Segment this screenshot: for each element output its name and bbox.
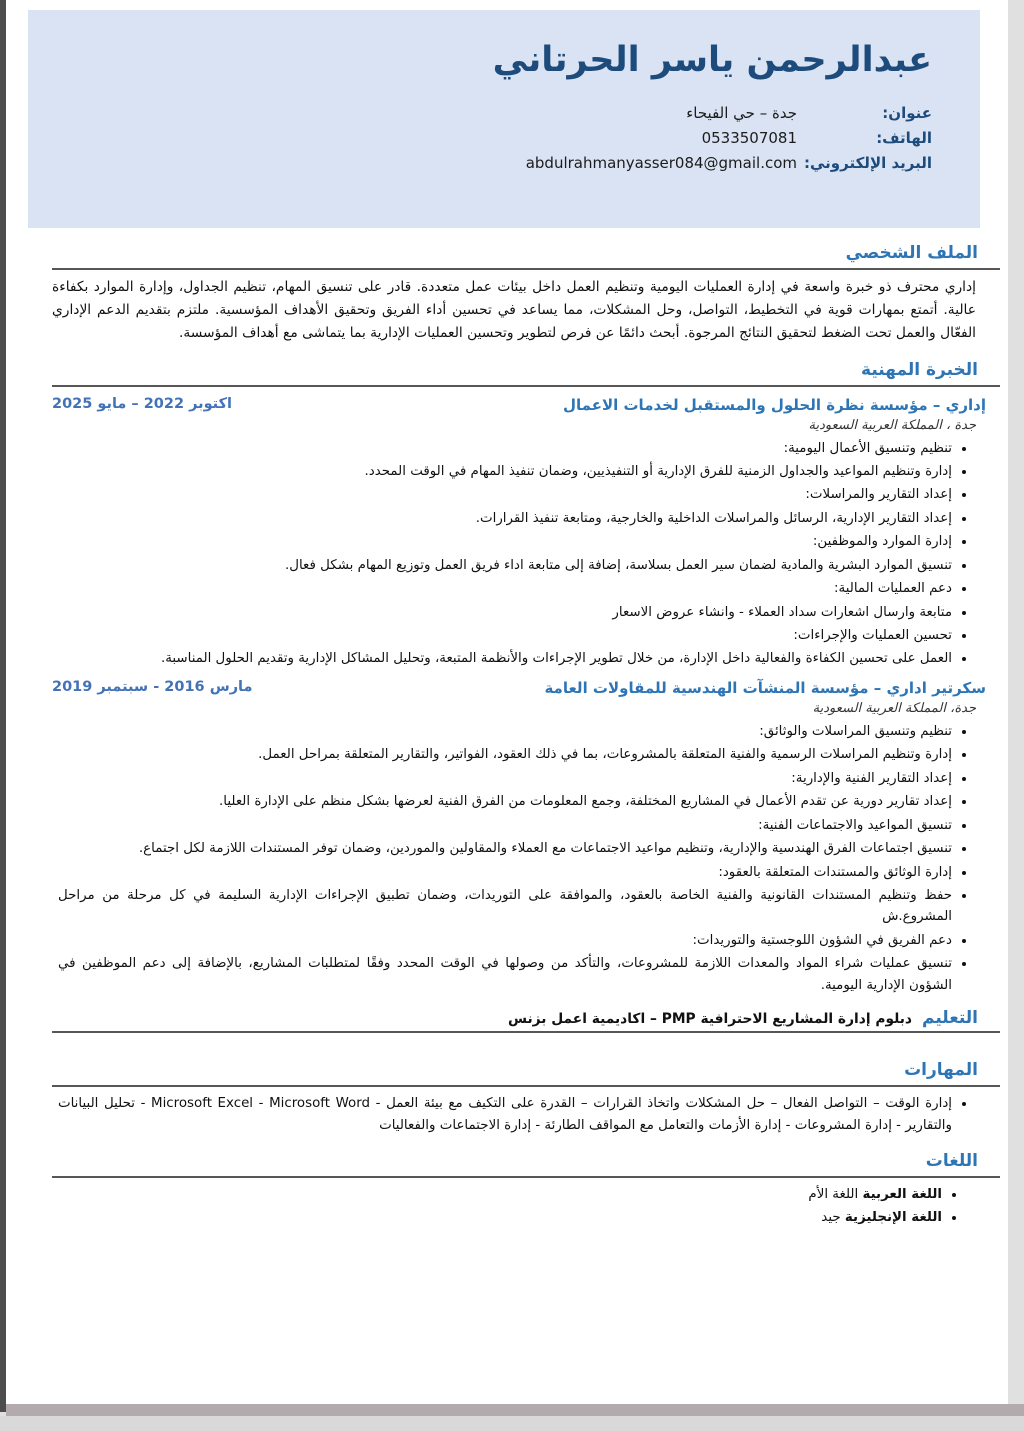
section-title-languages: اللغات [925, 1150, 978, 1171]
page-left-edge [0, 0, 6, 1412]
contact-row-address [68, 104, 932, 122]
divider [52, 1085, 1000, 1087]
job-bullet: • العمل على تحسين الكفاءة والفعالية داخل الإدارة، من خلال تطوير الإجراءات والأنظمة المتبعة، وتحليل المشاكل الإدارية وتقديم الحلول المناسبة. [52, 648, 952, 669]
job-bullet: • تنظيم وتنسيق الأعمال اليومية: [52, 438, 952, 459]
job-bullet-list [52, 721, 986, 996]
job-bullet: • إدارة الموارد والموظفين: [52, 531, 952, 552]
job-dates: اكتوبر 2022 – مايو 2025 [52, 395, 233, 412]
language-item [52, 1184, 942, 1205]
skills-list [52, 1093, 986, 1136]
job-bullet: • متابعة وارسال اشعارات سداد العملاء - وانشاء عروض الاسعار [52, 602, 952, 623]
job-bullet: • إدارة وتنظيم المواعيد والجداول الزمنية للفرق الإدارية أو التنفيذيين، وضمان تنفيذ المهام في الوقت المحدد. [52, 461, 952, 482]
job-bullet: • حفظ وتنظيم المستندات القانونية والفنية الخاصة بالعقود، والموافقة على التوريدات، وضمان تطبيق الإجراءات الإدارية السليمة في كل مرحلة من مراحل المشروع.ش [52, 885, 952, 928]
section-title-skills: المهارات [904, 1060, 978, 1081]
job-dates: مارس 2016 - سبتمبر 2019 [52, 678, 253, 695]
email-value: abdulrahmanyasser084@gmail.com [525, 153, 797, 172]
education-line [52, 1008, 978, 1028]
profile-paragraph: إداري محترف ذو خبرة واسعة في إدارة العمليات اليومية وتنظيم العمل داخل بيئات عمل متعددة. قادر على تنسيق المهام، تنظيم الجداول، وإدارة الموارد بكفاءة عالية. أتمتع بمهارات قوية في التخطيط، التواصل، وحل المشكلات، مما يساعد في تحسين أداء الفريق وتحقيق الأهداف المؤسسية. ملتزم بتقديم الدعم الإداري الفعّال والعمل تحت الضغط لتحقيق النتائج المرجوة. أبحث دائمًا عن فرص لتطوير وتحسين العمليات الإدارية بما يتماشى مع أهداف المؤسسة. [52, 278, 976, 341]
job-bullet: • إدارة الوثائق والمستندات المتعلقة بالعقود: [52, 862, 952, 883]
job-head [52, 395, 986, 416]
viewer-bottom-area [0, 1416, 1024, 1431]
header-block [28, 10, 980, 228]
job-bullet: • إعداد تقارير دورية عن تقدم الأعمال في المشاريع المختلفة، وجمع المعلومات من الفرق الفنية لعرضها بشكل منظم على الإدارة العليا. [52, 791, 952, 812]
phone-label: الهاتف: [876, 128, 932, 147]
resume-content [6, 242, 1008, 1229]
job-bullet: • تنظيم وتنسيق المراسلات والوثائق: [52, 721, 952, 742]
job-bullet: • إعداد التقارير الفنية والإدارية: [52, 768, 952, 789]
job-bullet: • تحسين العمليات والإجراءات: [52, 625, 952, 646]
divider [52, 1176, 1000, 1178]
job-bullet: • إعداد التقارير والمراسلات: [52, 484, 952, 505]
job-title: إداري – مؤسسة نظرة الحلول والمستقبل لخدمات الاعمال [563, 395, 986, 414]
contact-row-phone [68, 129, 932, 147]
job-bullet: • دعم العمليات المالية: [52, 578, 952, 599]
divider [52, 1031, 1000, 1033]
page-bottom-shadow [6, 1404, 1024, 1416]
job-entry-2 [52, 678, 986, 996]
section-title-profile: الملف الشخصي [845, 243, 978, 263]
language-name: اللغة الإنجليزية [844, 1210, 942, 1226]
job-bullet: • إدارة وتنظيم المراسلات الرسمية والفنية المتعلقة بالمشروعات، بما في ذلك العقود، الفواتير، والتقارير المتعلقة بمراحل العمل. [52, 744, 952, 765]
contact-info [68, 104, 932, 172]
person-name: عبدالرحمن ياسر الحرتاني [492, 40, 932, 80]
skills-bullet: • إدارة الوقت – التواصل الفعال – حل المشكلات واتخاذ القرارات – القدرة على التكيف مع بيئة العمل - Microsoft Excel - Microsoft Word - تحليل البيانات والتقارير - إدارة المشروعات - إدارة الأزمات والتعامل مع المواقف الطارئة - إدارة الاجتماعات والفعاليات [52, 1093, 952, 1136]
job-bullet: • تنسيق الموارد البشرية والمادية لضمان سير العمل بسلاسة، إضافة إلى متابعة اداء فريق العمل وتوزيع المهام بشكل فعال. [52, 555, 952, 576]
address-label: عنوان: [882, 103, 932, 122]
job-location: جدة ، المملكة العربية السعودية [808, 417, 976, 433]
job-bullet: • دعم الفريق في الشؤون اللوجستية والتوريدات: [52, 930, 952, 951]
language-name: اللغة العربية [862, 1186, 942, 1202]
job-bullet: • تنسيق المواعيد والاجتماعات الفنية: [52, 815, 952, 836]
job-title: سكرتير اداري – مؤسسة المنشآت الهندسية للمقاولات العامة [544, 678, 986, 697]
divider [52, 268, 1000, 270]
job-bullet-list [52, 438, 986, 670]
languages-list [52, 1184, 986, 1229]
job-bullet: • إعداد التقارير الإدارية، الرسائل والمراسلات الداخلية والخارجية، ومتابعة تنفيذ القرارات. [52, 508, 952, 529]
job-head [52, 678, 986, 699]
job-bullet: • تنسيق اجتماعات الفرق الهندسية والإدارية، وتنظيم مواعيد الاجتماعات مع العملاء والمقاولين والموردين، وضمان توفر المستندات اللازمة لكل اجتماع. [52, 838, 952, 859]
education-text: دبلوم إدارة المشاريع الاحترافية PMP – اكاديمية اعمل بزنس [507, 1011, 913, 1028]
job-location: جدة، المملكة العربية السعودية [812, 700, 976, 716]
section-title-experience: الخبرة المهنية [861, 359, 978, 380]
language-level: جيد [821, 1210, 841, 1226]
job-bullet: • تنسيق عمليات شراء المواد والمعدات اللازمة للمشروعات، والتأكد من وصولها في الوقت المحدد وفقًا لمتطلبات المشاريع، بالإضافة إلى دعم الموظفين في الشؤون الإدارية اليومية. [52, 953, 952, 996]
phone-value: 0533507081 [701, 128, 797, 147]
job-entry-1 [52, 395, 986, 670]
divider [52, 385, 1000, 387]
contact-row-email [68, 154, 932, 172]
email-label: البريد الإلكتروني: [804, 153, 932, 172]
language-level: اللغة الأم [808, 1186, 859, 1202]
address-value: جدة – حي الفيحاء [686, 103, 797, 122]
resume-page [6, 0, 1008, 1404]
section-title-education: التعليم [922, 1008, 978, 1029]
language-item [52, 1207, 942, 1228]
